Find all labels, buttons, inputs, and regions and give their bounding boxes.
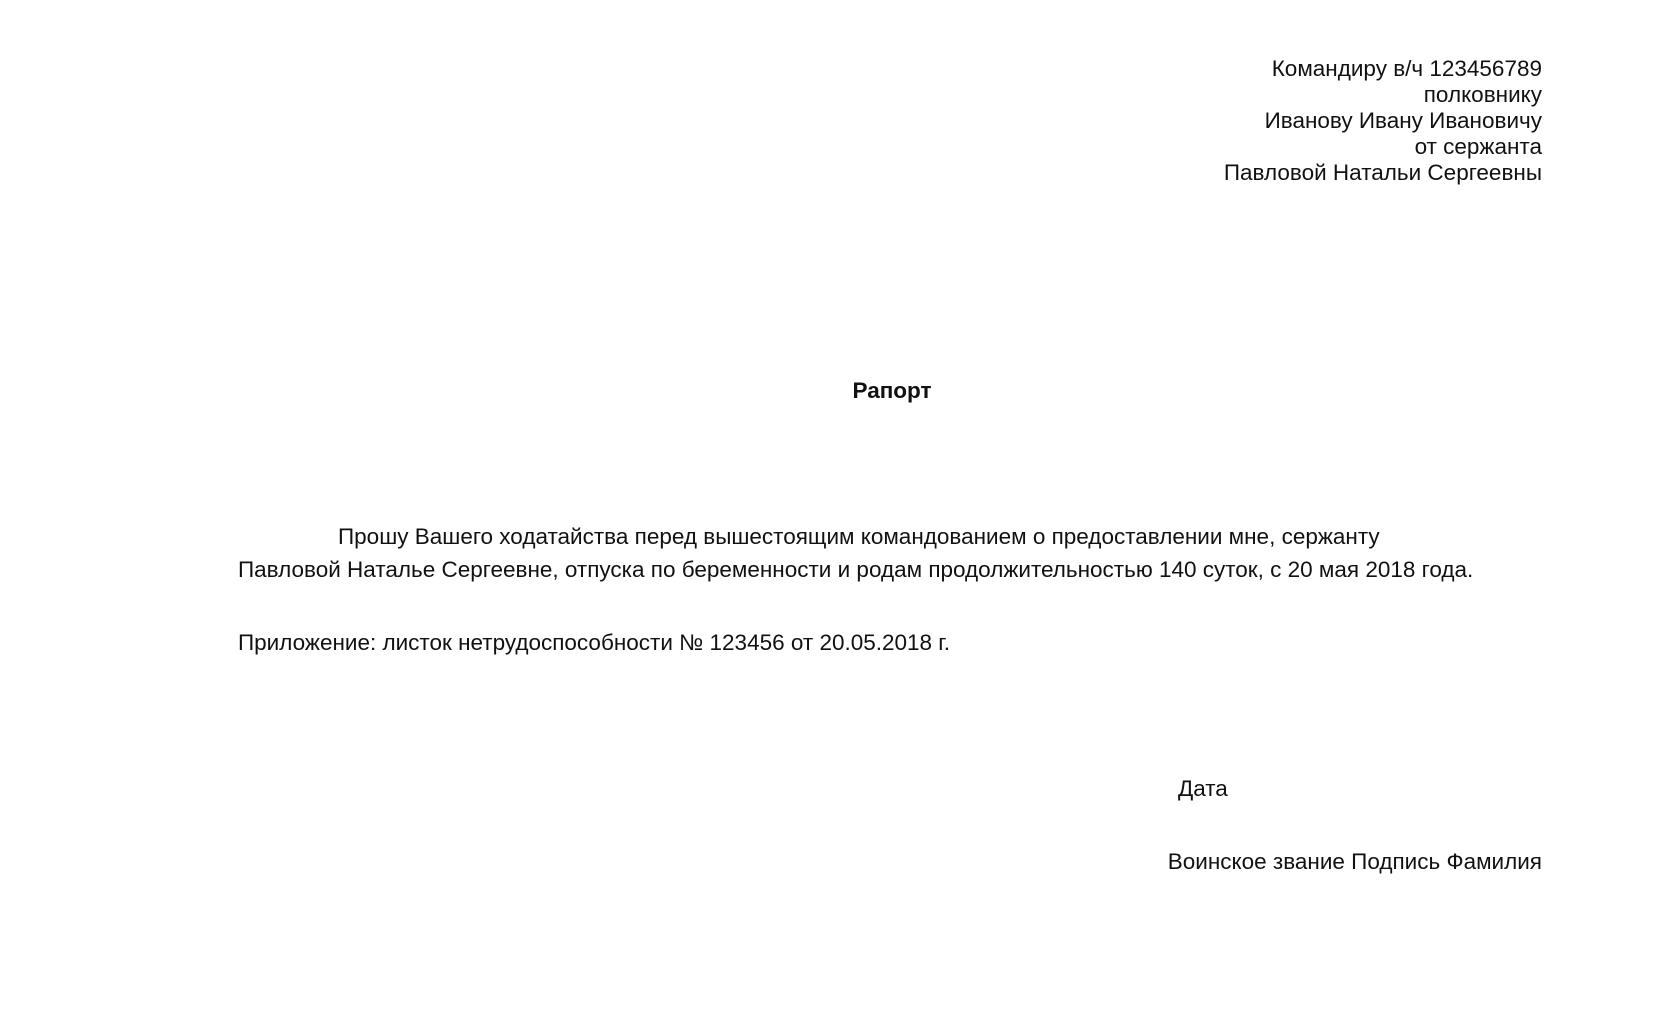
attachment-line: Приложение: листок нетрудоспособности № 123456 от 20.05.2018 г.: [238, 630, 951, 655]
addressee-line-from: от сержанта: [1414, 134, 1542, 159]
document-body: Прошу Вашего ходатайства перед вышестоящим командованием о предоставлении мне, сержанту Павловой Наталье Сергеевне, отпуска по беременности и родам продолжительностью 140 суток, с 20 мая 2018 года.: [238, 524, 1474, 582]
date-label: Дата: [1178, 776, 1228, 801]
signature-line: Воинское звание Подпись Фамилия: [1167, 849, 1542, 874]
addressee-line-commander: Командиру в/ч 123456789: [1271, 56, 1542, 81]
document-title: Рапорт: [852, 378, 932, 403]
addressee-line-sender: Павловой Натальи Сергеевны: [1223, 160, 1542, 185]
addressee-block: [1224, 56, 1542, 186]
addressee-line-rank: полковнику: [1423, 82, 1542, 107]
addressee-line-name: Иванову Ивану Ивановичу: [1264, 108, 1542, 133]
